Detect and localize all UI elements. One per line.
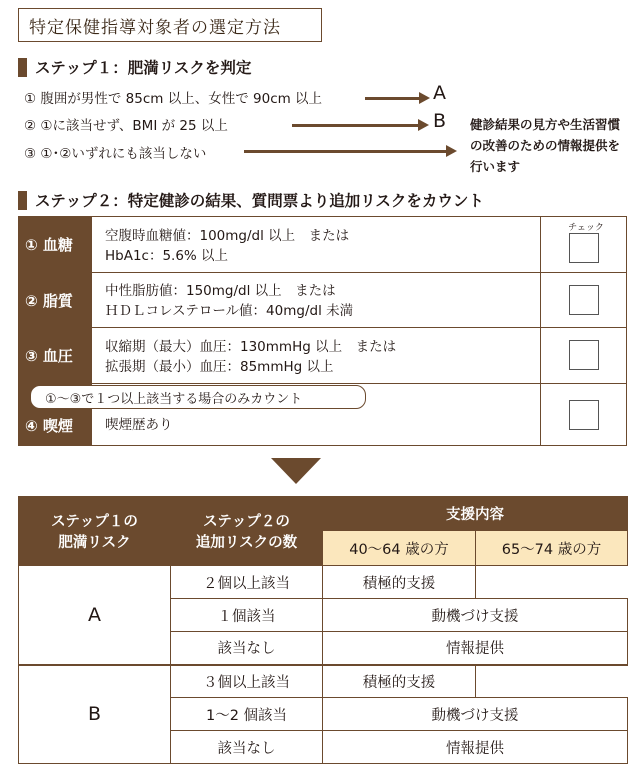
step2-heading-text: ステップ２：特定健診の結果、質問票より追加リスクをカウント bbox=[35, 192, 484, 210]
page-title: 特定保健指導対象者の選定方法 bbox=[18, 8, 322, 42]
risk-checkbox[interactable] bbox=[569, 340, 599, 370]
risk-count: 該当なし bbox=[171, 632, 323, 665]
risk-label: ② 脂質 bbox=[19, 273, 92, 327]
risk-count: 1〜2 個該当 bbox=[171, 698, 323, 731]
support-result-table bbox=[18, 496, 628, 764]
header-line: ステップ２の bbox=[203, 514, 290, 530]
risk-row-glucose bbox=[19, 217, 626, 273]
step2-heading bbox=[18, 189, 484, 211]
risk-criteria-line2: ＨＤＬコレステロール値：40mg/dl 未満 bbox=[105, 303, 354, 319]
arrow-right-icon bbox=[365, 97, 421, 100]
header-additional-risk bbox=[171, 497, 323, 566]
support-motivation: 動機づけ支援 bbox=[323, 599, 628, 632]
risk-checkbox[interactable] bbox=[569, 400, 599, 430]
risk-label: ④ 喫煙 bbox=[19, 384, 92, 445]
risk-criteria-line2: 拡張期（最小）血圧：85mmHg 以上 bbox=[105, 359, 334, 375]
risk-criteria-line1: 中性脂肪値：150mg/dl 以上 または bbox=[105, 283, 336, 299]
step1-result-a: A bbox=[433, 82, 446, 104]
risk-checkbox[interactable] bbox=[569, 233, 599, 263]
empty-cell bbox=[476, 566, 628, 599]
step1-heading-text: ステップ１：肥満リスクを判定 bbox=[35, 59, 252, 77]
support-information: 情報提供 bbox=[323, 632, 628, 665]
header-obesity-risk bbox=[19, 497, 171, 566]
step1-result-b: B bbox=[433, 110, 447, 132]
header-support: 支援内容 bbox=[323, 497, 628, 531]
support-active: 積極的支援 bbox=[323, 665, 476, 698]
step1-note: 健診結果の見方や生活習慣の改善のための情報提供を行います bbox=[470, 117, 621, 174]
support-active: 積極的支援 bbox=[323, 566, 476, 599]
risk-criteria-line1: 空腹時血糖値：100mg/dl 以上 または bbox=[105, 228, 350, 244]
risk-criteria-line1: 喫煙歴あり bbox=[105, 417, 173, 433]
header-line: 追加リスクの数 bbox=[195, 535, 298, 551]
risk-row-blood-pressure bbox=[19, 328, 626, 384]
count-note-bubble: ①〜③で１つ以上該当する場合のみカウント bbox=[30, 385, 366, 409]
risk-criteria-line2: HbA1c：5.6% 以上 bbox=[105, 248, 229, 264]
step1-item-3: ③ ①･②いずれにも該当しない bbox=[24, 146, 207, 162]
header-line: ステップ１の bbox=[51, 514, 138, 530]
group-label-b: B bbox=[19, 665, 171, 764]
risk-checkbox[interactable] bbox=[569, 285, 599, 315]
table-row bbox=[19, 566, 628, 599]
header-age-40-64: 40〜64 歳の方 bbox=[323, 531, 476, 566]
arrow-down-icon bbox=[271, 458, 321, 484]
risk-row-lipid bbox=[19, 273, 626, 328]
arrow-right-icon bbox=[292, 124, 420, 127]
group-label-a: A bbox=[19, 566, 171, 665]
header-line: 肥満リスク bbox=[58, 535, 131, 551]
step1-item-1: ① 腹囲が男性で 85cm 以上、女性で 90cm 以上 bbox=[24, 91, 323, 107]
empty-cell bbox=[476, 665, 628, 698]
step1-item-2: ② ①に該当せず、BMI が 25 以上 bbox=[24, 118, 228, 134]
risk-label: ③ 血圧 bbox=[19, 328, 92, 383]
risk-criteria-line1: 収縮期（最大）血圧：130mmHg 以上 または bbox=[105, 339, 397, 355]
risk-count: ２個以上該当 bbox=[171, 566, 323, 599]
header-age-65-74: 65〜74 歳の方 bbox=[476, 531, 628, 566]
support-motivation: 動機づけ支援 bbox=[323, 698, 628, 731]
heading-bar bbox=[18, 58, 27, 77]
support-information: 情報提供 bbox=[323, 731, 628, 764]
check-caption: チェック bbox=[568, 223, 604, 233]
risk-count: 該当なし bbox=[171, 731, 323, 764]
risk-check-table bbox=[18, 216, 627, 446]
arrow-right-icon bbox=[244, 150, 448, 153]
risk-count: １個該当 bbox=[171, 599, 323, 632]
step1-heading bbox=[18, 56, 251, 78]
table-row bbox=[19, 665, 628, 698]
heading-bar bbox=[18, 191, 27, 210]
risk-label: ① 血糖 bbox=[19, 217, 92, 272]
risk-count: ３個以上該当 bbox=[171, 665, 323, 698]
